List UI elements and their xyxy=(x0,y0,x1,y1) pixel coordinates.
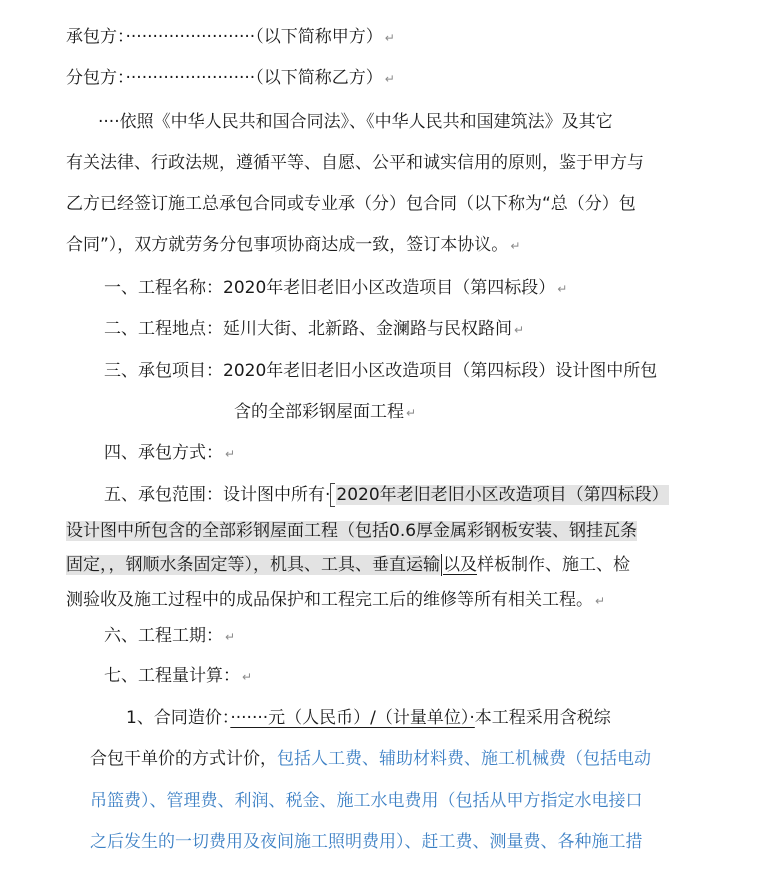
blue-text: 吊篮费）、管理费、利润、税金、施工水电费用（包括从甲方指定水电接口 xyxy=(90,791,643,811)
line-text: 测验收及施工过程中的成品保护和工程完工后的维修等所有相关工程。 xyxy=(66,590,593,610)
line-text: 本工程采用含税综 xyxy=(474,708,611,728)
line-text: 含的全部彩钢屋面工程 xyxy=(234,402,404,422)
paragraph-mark-icon: ↵ xyxy=(595,594,606,608)
line-text: 1、合同造价： xyxy=(126,708,231,728)
paragraph-mark-icon: ↵ xyxy=(225,630,236,644)
line-text: 乙方已经签订施工总承包合同或专业承（分）包合同（以下称为“总（分）包 xyxy=(66,194,636,214)
line-text: 合包干单价的方式计价， xyxy=(90,749,277,769)
paragraph-mark-icon: ↵ xyxy=(510,239,521,253)
paragraph-mark-icon: ↵ xyxy=(225,447,236,461)
project-location-line xyxy=(104,314,524,344)
schedule-line xyxy=(104,621,235,651)
selected-text[interactable]: 固定，，钢顺水条固定等），机具、工具、垂直运输 xyxy=(66,555,440,575)
price-blank-field[interactable]: ·······元（人民币）/（计量单位）· xyxy=(230,708,475,728)
line-text: 有关法律、行政法规，遵循平等、自愿、公平和诚实信用的原则，鉴于甲方与 xyxy=(66,153,644,173)
underlined-text: 以及 xyxy=(443,555,477,575)
preamble-line-3 xyxy=(66,189,636,219)
paragraph-mark-icon: ↵ xyxy=(557,282,568,296)
blue-text: 包括人工费、辅助材料费、施工机械费（包括电动 xyxy=(277,749,651,769)
line-text: 二、工程地点：延川大街、北新路、金澜路与民权路间 xyxy=(104,319,512,339)
contract-price-line-2 xyxy=(90,744,651,774)
line-text: ····依照《中华人民共和国合同法》、《中华人民共和国建筑法》及其它 xyxy=(98,112,613,132)
preamble-line-4 xyxy=(66,230,520,260)
contract-price-line-3 xyxy=(90,786,643,816)
line-text: 五、承包范围：设计图中所有· xyxy=(104,485,331,505)
scope-line-2 xyxy=(66,516,637,546)
contract-method-line xyxy=(104,438,235,468)
scope-line-1 xyxy=(104,480,669,510)
line-text: 承包方：························（以下简称甲方） xyxy=(66,27,383,47)
preamble-line-2 xyxy=(66,148,644,178)
quantity-calc-line xyxy=(104,661,252,691)
selected-text[interactable]: 设计图中所包含的全部彩钢屋面工程（包括0.6厚金属彩钢板安装、钢挂瓦条 xyxy=(66,521,638,541)
line-text: 分包方：························（以下简称乙方） xyxy=(66,68,383,88)
line-text: 七、工程量计算： xyxy=(104,666,240,686)
selected-text[interactable]: 2020年老旧老旧小区改造项目（第四标段） xyxy=(336,485,669,505)
line-text: 一、工程名称：2020年老旧老旧小区改造项目（第四标段） xyxy=(104,278,556,298)
paragraph-mark-icon: ↵ xyxy=(384,72,395,86)
contractor-b-line xyxy=(66,63,395,93)
contract-price-line-4 xyxy=(90,827,643,857)
line-text: 合同”），双方就劳务分包事项协商达成一致，签订本协议。 xyxy=(66,235,509,255)
line-text: 样板制作、施工、检 xyxy=(477,555,630,575)
paragraph-mark-icon: ↵ xyxy=(406,406,417,420)
bookmark-bracket-icon xyxy=(330,483,335,507)
contractor-a-line xyxy=(66,22,395,52)
text-cursor xyxy=(441,554,442,576)
preamble-line-1 xyxy=(98,107,613,137)
project-name-line xyxy=(104,273,567,303)
paragraph-mark-icon: ↵ xyxy=(242,670,253,684)
paragraph-mark-icon: ↵ xyxy=(384,31,395,45)
blue-text: 之后发生的一切费用及夜间施工照明费用）、赶工费、测量费、各种施工措 xyxy=(90,832,643,852)
line-text: 六、工程工期： xyxy=(104,626,223,646)
contract-item-line-1 xyxy=(104,356,657,386)
contract-item-line-2 xyxy=(234,397,416,427)
line-text: 三、承包项目：2020年老旧老旧小区改造项目（第四标段）设计图中所包 xyxy=(104,361,658,381)
contract-price-line-1 xyxy=(126,703,611,733)
line-text: 四、承包方式： xyxy=(104,443,223,463)
scope-line-4 xyxy=(66,585,605,615)
scope-line-3 xyxy=(66,550,630,580)
paragraph-mark-icon: ↵ xyxy=(514,323,525,337)
